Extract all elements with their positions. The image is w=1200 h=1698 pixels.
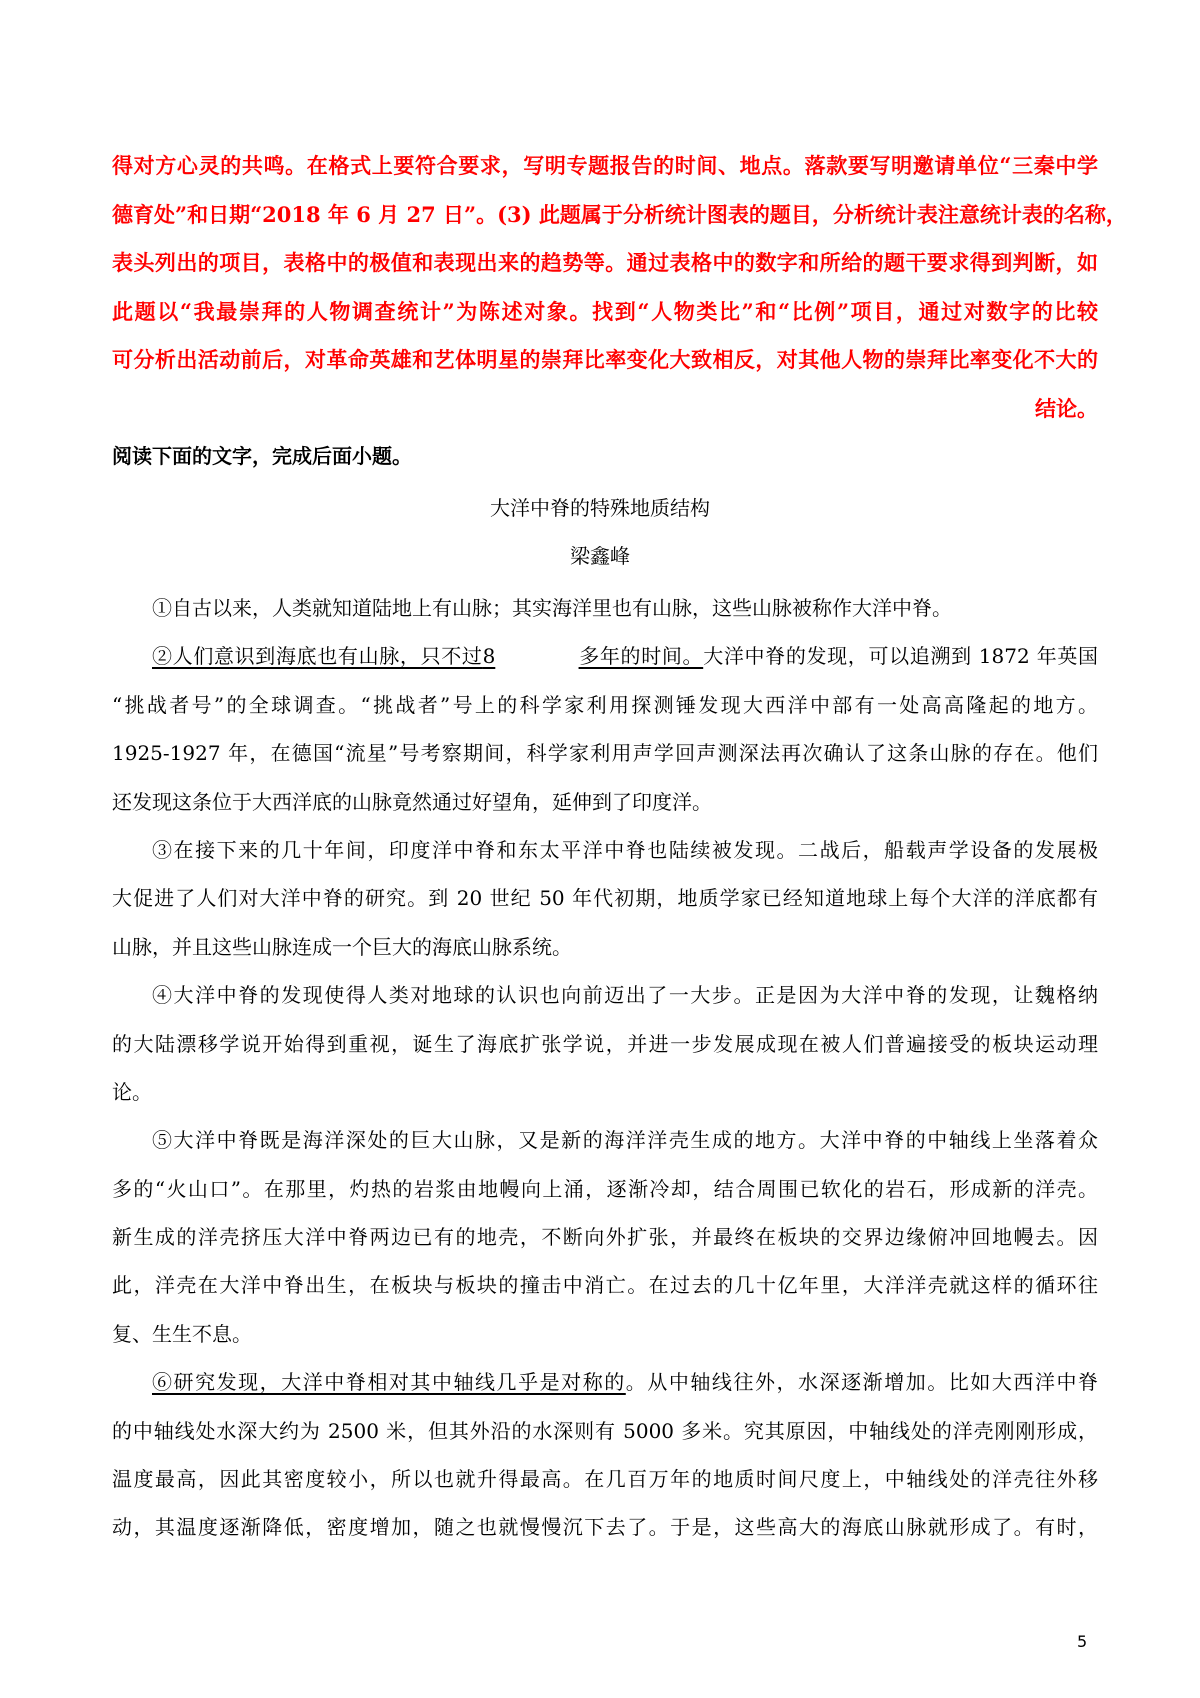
paragraph-1 [112, 584, 1098, 632]
text-line: 还发现这条位于大西洋底的山脉竟然通过好望角，延伸到了印度洋。 [112, 789, 712, 814]
text-line: 新生成的洋壳挤压大洋中脊两边已有的地壳，不断向外扩张，并最终在板块的交界边缘俯冲回地幔去。因 [112, 1225, 1098, 1250]
text-line: 1925-1927 年，在德国“流星”号考察期间，科学家利用声学回声测深法再次确认了这条山脉的存在。他们 [112, 741, 1098, 766]
article-title: 大洋中脊的特殊地质结构 [490, 496, 710, 520]
page-number: 5 [1077, 1632, 1088, 1651]
text-span: 。从中轴线往外，水深逐渐增加。比如大西洋中脊 [625, 1370, 1099, 1395]
text-line: 温度最高，因此其密度较小，所以也就升得最高。在几百万年的地质时间尺度上，中轴线处的洋壳往外移 [112, 1467, 1098, 1492]
answer-line: 此题以“我最崇拜的人物调查统计”为陈述对象。找到“人物类比”和“比例”项目，通过对数字的比较 [112, 298, 1098, 324]
text-line: 动，其温度逐渐降低，密度增加，随之也就慢慢沉下去了。于是，这些高大的海底山脉就形成了。有时， [112, 1515, 1098, 1540]
text-span: 大洋中脊的发现，可以追溯到 1872 年英国 [703, 644, 1099, 669]
answer-line: 得对方心灵的共鸣。在格式上要符合要求，写明专题报告的时间、地点。落款要写明邀请单位“三秦中学 [112, 153, 1098, 178]
text-line: ①自古以来，人类就知道陆地上有山脉；其实海洋里也有山脉，这些山脉被称作大洋中脊。 [152, 596, 952, 620]
text-line: ④大洋中脊的发现使得人类对地球的认识也向前迈出了一大步。正是因为大洋中脊的发现，让魏格纳 [152, 983, 1098, 1008]
answer-line: 德育处”和日期“2018 年 6 月 27 日”。(3) 此题属于分析统计图表的题目，分析统计表注意统计表的名称， [112, 201, 1127, 227]
text-line: 此，洋壳在大洋中脊出生，在板块与板块的撞击中消亡。在过去的几十亿年里，大洋洋壳就这样的循环往 [112, 1273, 1098, 1298]
text-line: ⑤大洋中脊既是海洋深处的巨大山脉，又是新的海洋洋壳生成的地方。大洋中脊的中轴线上坐落着众 [152, 1128, 1098, 1153]
text-line: “挑战者号”的全球调查。“挑战者”号上的科学家利用探测锤发现大西洋中部有一处高高隆起的地方。 [112, 692, 1098, 717]
paragraph-6 [112, 1358, 1098, 1552]
text-line: ③在接下来的几十年间，印度洋中脊和东太平洋中脊也陆续被发现。二战后，船载声学设备的发展极 [152, 837, 1098, 862]
paragraph-3 [112, 826, 1098, 971]
answer-line: 可分析出活动前后，对革命英雄和艺体明星的崇拜比率变化大致相反，对其他人物的崇拜比率变化不大的 [112, 347, 1098, 372]
answer-line: 结论。 [1035, 395, 1098, 421]
underlined-sentence-end: 多年的时间。 [578, 644, 704, 669]
underlined-sentence: ②人们意识到海底也有山脉，只不过 [152, 644, 483, 669]
text-line: 复、生生不息。 [112, 1321, 252, 1346]
underlined-sentence: ⑥研究发现，大洋中脊相对其中轴线几乎是对称的 [152, 1370, 626, 1395]
text-line: 大促进了人们对大洋中脊的研究。到 20 世纪 50 年代初期，地质学家已经知道地球上每个大洋的洋底都有 [112, 886, 1098, 911]
text-line: 的中轴线处水深大约为 2500 米，但其外沿的水深则有 5000 多米。究其原因，中轴线处的洋壳刚刚形成， [112, 1418, 1098, 1443]
text-line: 论。 [112, 1079, 152, 1104]
answer-explanation [112, 142, 1127, 433]
article-body [112, 584, 1098, 1552]
text-line: 的大陆漂移学说开始得到重视，诞生了海底扩张学说，并进一步发展成现在被人们普遍接受的板块运动理 [112, 1031, 1098, 1056]
text-line [112, 1358, 1098, 1406]
text-line: 山脉，并且这些山脉连成一个巨大的海底山脉系统。 [112, 934, 572, 959]
reading-instruction: 阅读下面的文字，完成后面小题。 [112, 444, 412, 468]
article-author: 梁鑫峰 [570, 544, 630, 568]
paragraph-2 [112, 632, 1098, 826]
paragraph-5 [112, 1116, 1098, 1358]
paragraph-4 [112, 971, 1098, 1116]
answer-line: 表头列出的项目，表格中的极值和表现出来的趋势等。通过表格中的数字和所给的题干要求得到判断，如 [112, 250, 1098, 275]
text-line: 多的“火山口”。在那里，灼热的岩浆由地幔向上涌，逐渐冷却，结合周围已软化的岩石，形成新的洋壳。 [112, 1176, 1098, 1201]
text-line [112, 632, 1098, 680]
fill-blank: 8 [482, 644, 496, 669]
